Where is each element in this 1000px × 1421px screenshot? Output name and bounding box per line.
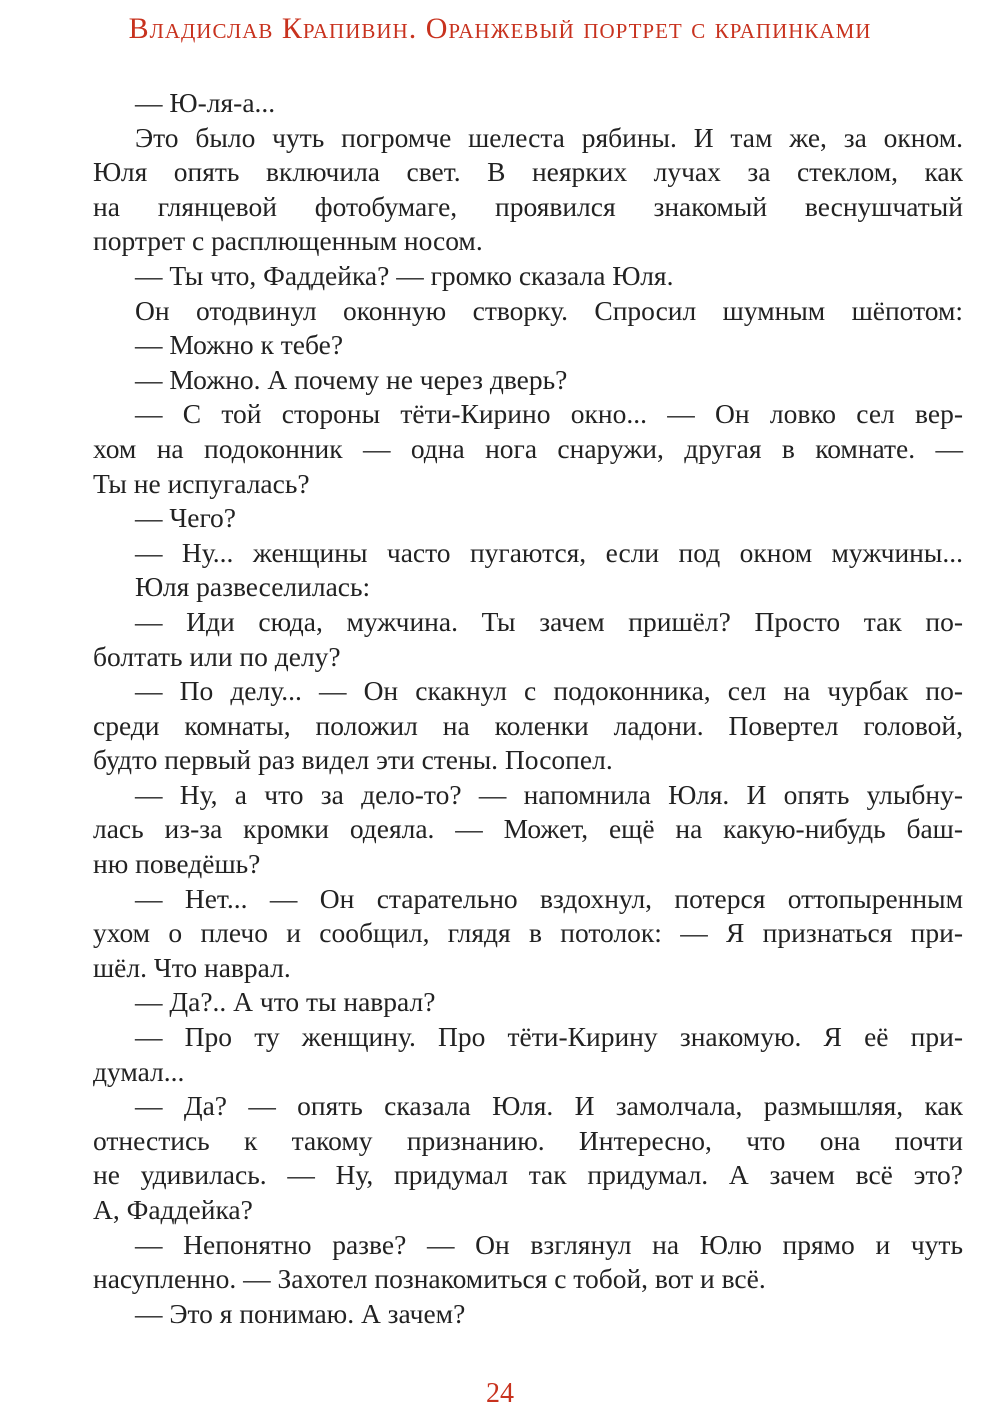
text-line: хом на подоконник — одна нога снаружи, другая в комнате. —	[93, 432, 963, 464]
text-line: думал...	[93, 1055, 185, 1087]
text-line: — Да?.. А что ты наврал?	[135, 986, 436, 1018]
text-line: Юля развеселилась:	[135, 571, 371, 603]
text-line: — Ну... женщины часто пугаются, если под окном мужчины...	[135, 536, 963, 568]
text-line: — По делу... — Он скакнул с подоконника, сел на чурбак по-	[135, 675, 963, 707]
text-line: будто первый раз видел эти стены. Посопел.	[93, 744, 613, 776]
text-line: — Нет... — Он старательно вздохнул, потерся оттопыренным	[135, 882, 963, 914]
body-text	[93, 86, 963, 1331]
text-line: отнестись к такому признанию. Интересно, что она почти	[93, 1124, 963, 1156]
text-line: — С той стороны тёти-Кирино окно... — Он ловко сел вер-	[135, 398, 963, 430]
text-line: — Про ту женщину. Про тёти-Кирину знакомую. Я её при-	[135, 1021, 963, 1053]
text-line: — Да? — опять сказала Юля. И замолчала, размышляя, как	[135, 1090, 963, 1122]
text-line: Ты не испугалась?	[93, 467, 310, 499]
text-line: портрет с расплющенным носом.	[93, 225, 483, 257]
page-number: 24	[486, 1378, 514, 1409]
text-line: на глянцевой фотобумаге, проявился знакомый веснушчатый	[93, 190, 963, 222]
text-line: — Чего?	[135, 502, 237, 534]
text-line: шёл. Что наврал.	[93, 951, 291, 983]
text-line: — Это я понимаю. А зачем?	[135, 1297, 466, 1329]
text-line: не удивилась. — Ну, придумал так придумал. А зачем всё это?	[93, 1159, 963, 1191]
text-line: ухом о плечо и сообщил, глядя в потолок: — Я признаться при-	[93, 917, 963, 949]
text-line: — Можно к тебе?	[135, 329, 344, 361]
text-line: среди комнаты, положил на коленки ладони. Повертел головой,	[93, 709, 963, 741]
text-line: лась из-за кромки одеяла. — Может, ещё на какую-нибудь баш-	[93, 813, 963, 845]
text-line: Это было чуть погромче шелеста рябины. И там же, за окном.	[135, 121, 963, 153]
text-line: Он отодвинул оконную створку. Спросил шумным шёпотом:	[135, 294, 963, 326]
text-line: — Ю-ля-а...	[135, 87, 276, 118]
text-line: Юля опять включила свет. В неярких лучах за стеклом, как	[93, 156, 963, 188]
text-line: насупленно. — Захотел познакомиться с тобой, вот и всё.	[93, 1263, 766, 1295]
text-line: — Можно. А почему не через дверь?	[135, 363, 568, 395]
text-line: А, Фаддейка?	[93, 1194, 253, 1225]
text-line: — Ну, а что за дело-то? — напомнила Юля. И опять улыбну-	[135, 778, 963, 810]
text-line: ню поведёшь?	[93, 848, 261, 880]
text-line: болтать или по делу?	[93, 640, 341, 672]
text-line: — Непонятно разве? — Он взглянул на Юлю прямо и чуть	[135, 1228, 963, 1260]
running-header: Владислав Крапивин. Оранжевый портрет с крапинками	[128, 12, 872, 45]
text-line: — Иди сюда, мужчина. Ты зачем пришёл? Просто так по-	[135, 605, 963, 637]
text-line: — Ты что, Фаддейка? — громко сказала Юля.	[135, 259, 674, 291]
